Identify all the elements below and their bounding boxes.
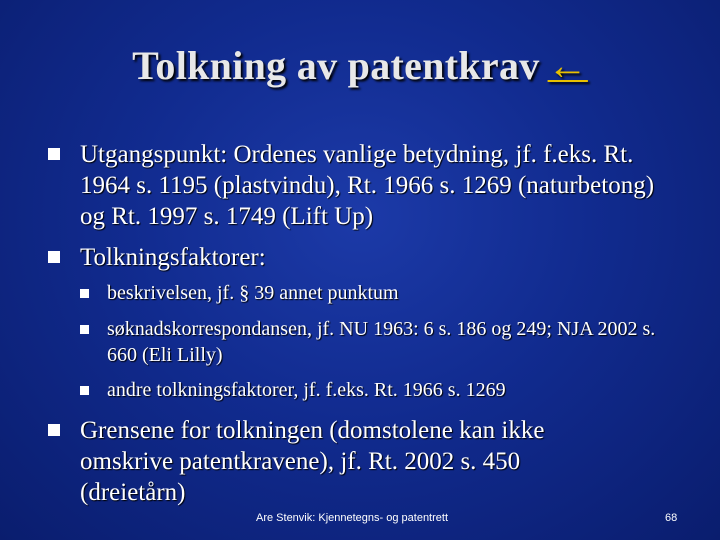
subbullet-soknadskorrespondansen [80, 316, 680, 368]
square-bullet-icon [80, 325, 89, 334]
square-bullet-icon [80, 386, 89, 395]
slide-title [0, 42, 720, 89]
bullet-utgangspunkt [48, 139, 678, 232]
subbullet-beskrivelsen [80, 280, 680, 306]
square-bullet-icon [48, 251, 60, 263]
bullet-text: Utgangspunkt: Ordenes vanlige betydning, jf. f.eks. Rt. 1964 s. 1195 (plastvindu), Rt. 1966 s. 1269 (naturbetong) og Rt. 1997 s. 1749 (Lift Up) [80, 141, 655, 230]
slide-title-text: Tolkning av patentkrav [132, 43, 540, 88]
square-bullet-icon [80, 289, 89, 298]
subbullet-text: søknadskorrespondansen, jf. NU 1963: 6 s. 186 og 249; NJA 2002 s. 660 (Eli Lilly) [107, 318, 656, 366]
subbullet-andre-tolkningsfaktorer [80, 377, 680, 403]
subbullet-text: beskrivelsen, jf. § 39 annet punktum [107, 282, 399, 304]
bullet-text: Grensene for tolkningen (domstolene kan ikke omskrive patentkravene), jf. Rt. 2002 s. 450 (dreietårn) [80, 417, 545, 506]
back-arrow-link[interactable]: ← [547, 43, 588, 88]
subbullet-text: andre tolkningsfaktorer, jf. f.eks. Rt. 1966 s. 1269 [107, 379, 506, 401]
slide-footer: Are Stenvik: Kjennetegns- og patentrett [256, 512, 449, 524]
bullet-text: Tolkningsfaktorer: [80, 244, 266, 271]
square-bullet-icon [48, 148, 60, 160]
bullet-tolkningsfaktorer [48, 242, 678, 273]
bullet-grensene [48, 415, 608, 508]
square-bullet-icon [48, 424, 60, 436]
page-number: 68 [665, 512, 678, 524]
